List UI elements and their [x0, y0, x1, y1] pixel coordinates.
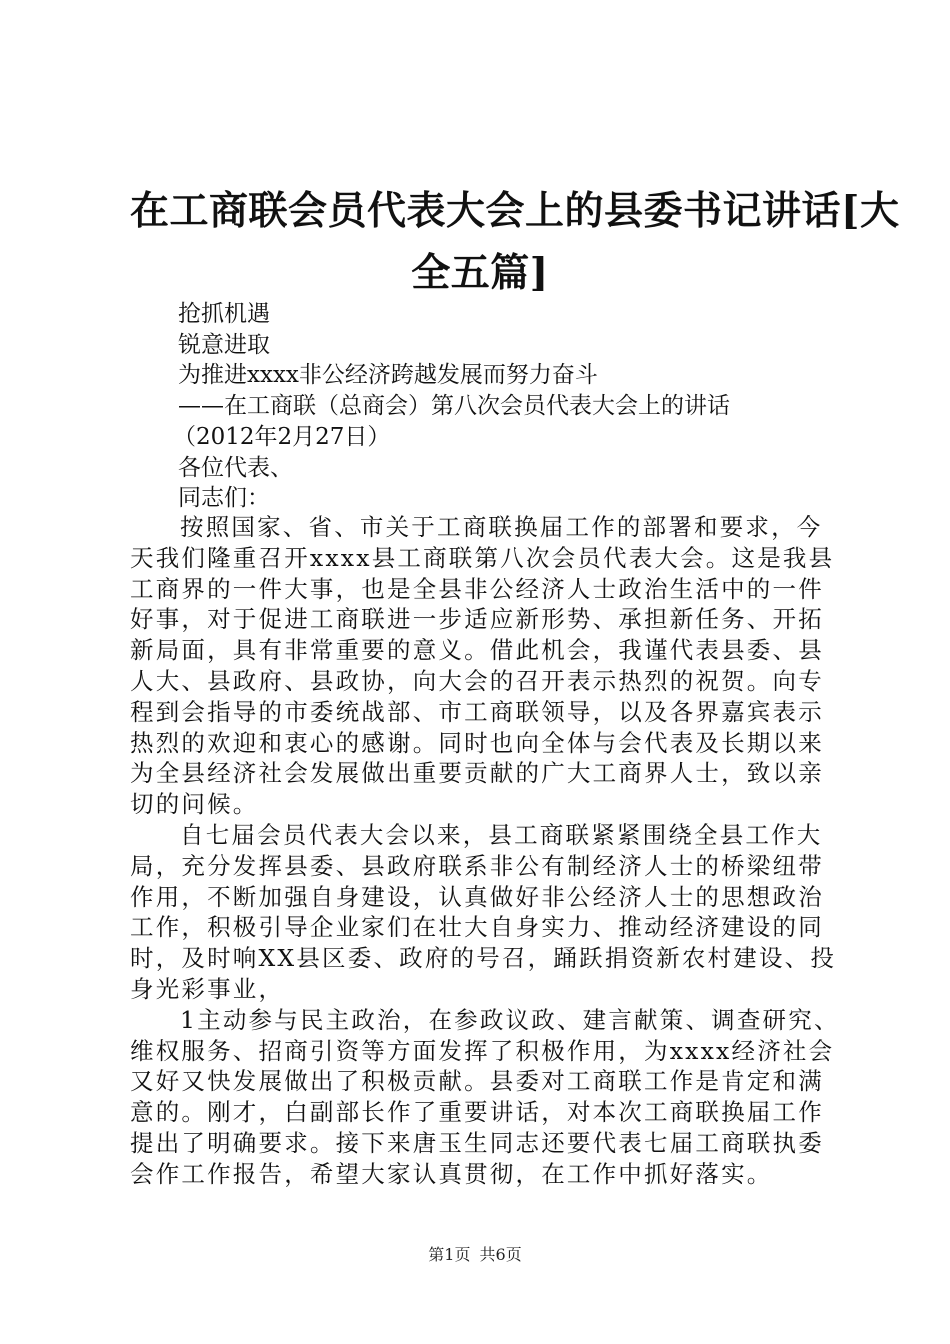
body-line: 局，充分发挥县委、县政府联系非公有制经济人士的桥梁纽带	[130, 851, 824, 880]
body-line: 自七届会员代表大会以来，县工商联紧紧围绕全县工作大	[180, 820, 823, 849]
title-line-2: 全五篇]	[411, 250, 549, 296]
title-line-1: 在工商联会员代表大会上的县委书记讲话[大	[130, 188, 900, 234]
document-title	[130, 182, 900, 302]
body-line: 工商界的一件大事，也是全县非公经济人士政治生活中的一件	[130, 574, 824, 603]
body-line: 按照国家、省、市关于工商联换届工作的部署和要求，今	[180, 513, 823, 541]
body-line: 工作，积极引导企业家们在壮大自身实力、推动经济建设的同	[130, 913, 824, 942]
body-line: 作用，不断加强自身建设，认真做好非公经济人士的思想政治	[130, 882, 824, 911]
body-line: 维权服务、招商引资等方面发挥了积极作用，为xxxx经济社会	[130, 1036, 835, 1065]
salutation-line: 同志们：	[178, 485, 270, 512]
body-line: 热烈的欢迎和衷心的感谢。同时也向全体与会代表及长期以来	[130, 728, 824, 757]
body-line: 人大、县政府、县政协，向大会的召开表示热烈的祝贺。向专	[130, 666, 824, 695]
page-total: 共6页	[479, 1245, 522, 1264]
body-line: 切的问候。	[130, 790, 259, 819]
salutation-line: 各位代表、	[178, 454, 293, 481]
body-line: 会作工作报告，希望大家认真贯彻，在工作中抓好落实。	[130, 1159, 773, 1188]
body-line: 提出了明确要求。接下来唐玉生同志还要代表七届工商联执委	[130, 1128, 824, 1157]
body-line: 好事，对于促进工商联进一步适应新形势、承担新任务、开拓	[130, 605, 824, 634]
speech-date: （2012年2月27日）	[173, 423, 391, 450]
body-line: 天我们隆重召开xxxx县工商联第八次会员代表大会。这是我县	[130, 543, 835, 572]
body-line: 时，及时响XX县区委、政府的号召，踊跃捐资新农村建设、投	[130, 944, 837, 973]
body-line: 新局面，具有非常重要的意义。借此机会，我谨代表县委、县	[130, 636, 824, 665]
body-line: 身光彩事业，	[130, 974, 285, 1003]
heading-line: 锐意进取	[178, 331, 270, 358]
body-line: 程到会指导的市委统战部、市工商联领导，以及各界嘉宾表示	[130, 697, 824, 726]
body-line: 1主动参与民主政治，在参政议政、建言献策、调查研究、	[180, 1005, 840, 1034]
page-footer	[0, 1242, 950, 1265]
body-line: 意的。刚才，白副部长作了重要讲话，对本次工商联换届工作	[130, 1098, 824, 1127]
heading-line: 抢抓机遇	[178, 301, 270, 327]
page-number: 第1页	[428, 1245, 471, 1264]
body-line: 又好又快发展做出了积极贡献。县委对工商联工作是肯定和满	[130, 1067, 824, 1096]
body-line: 为全县经济社会发展做出重要贡献的广大工商界人士，致以亲	[130, 759, 824, 788]
heading-line: ——在工商联（总商会）第八次会员代表大会上的讲话	[178, 393, 730, 420]
speech-body	[130, 512, 852, 1190]
heading-block	[173, 299, 878, 514]
heading-line: 为推进xxxx非公经济跨越发展而努力奋斗	[178, 362, 598, 389]
